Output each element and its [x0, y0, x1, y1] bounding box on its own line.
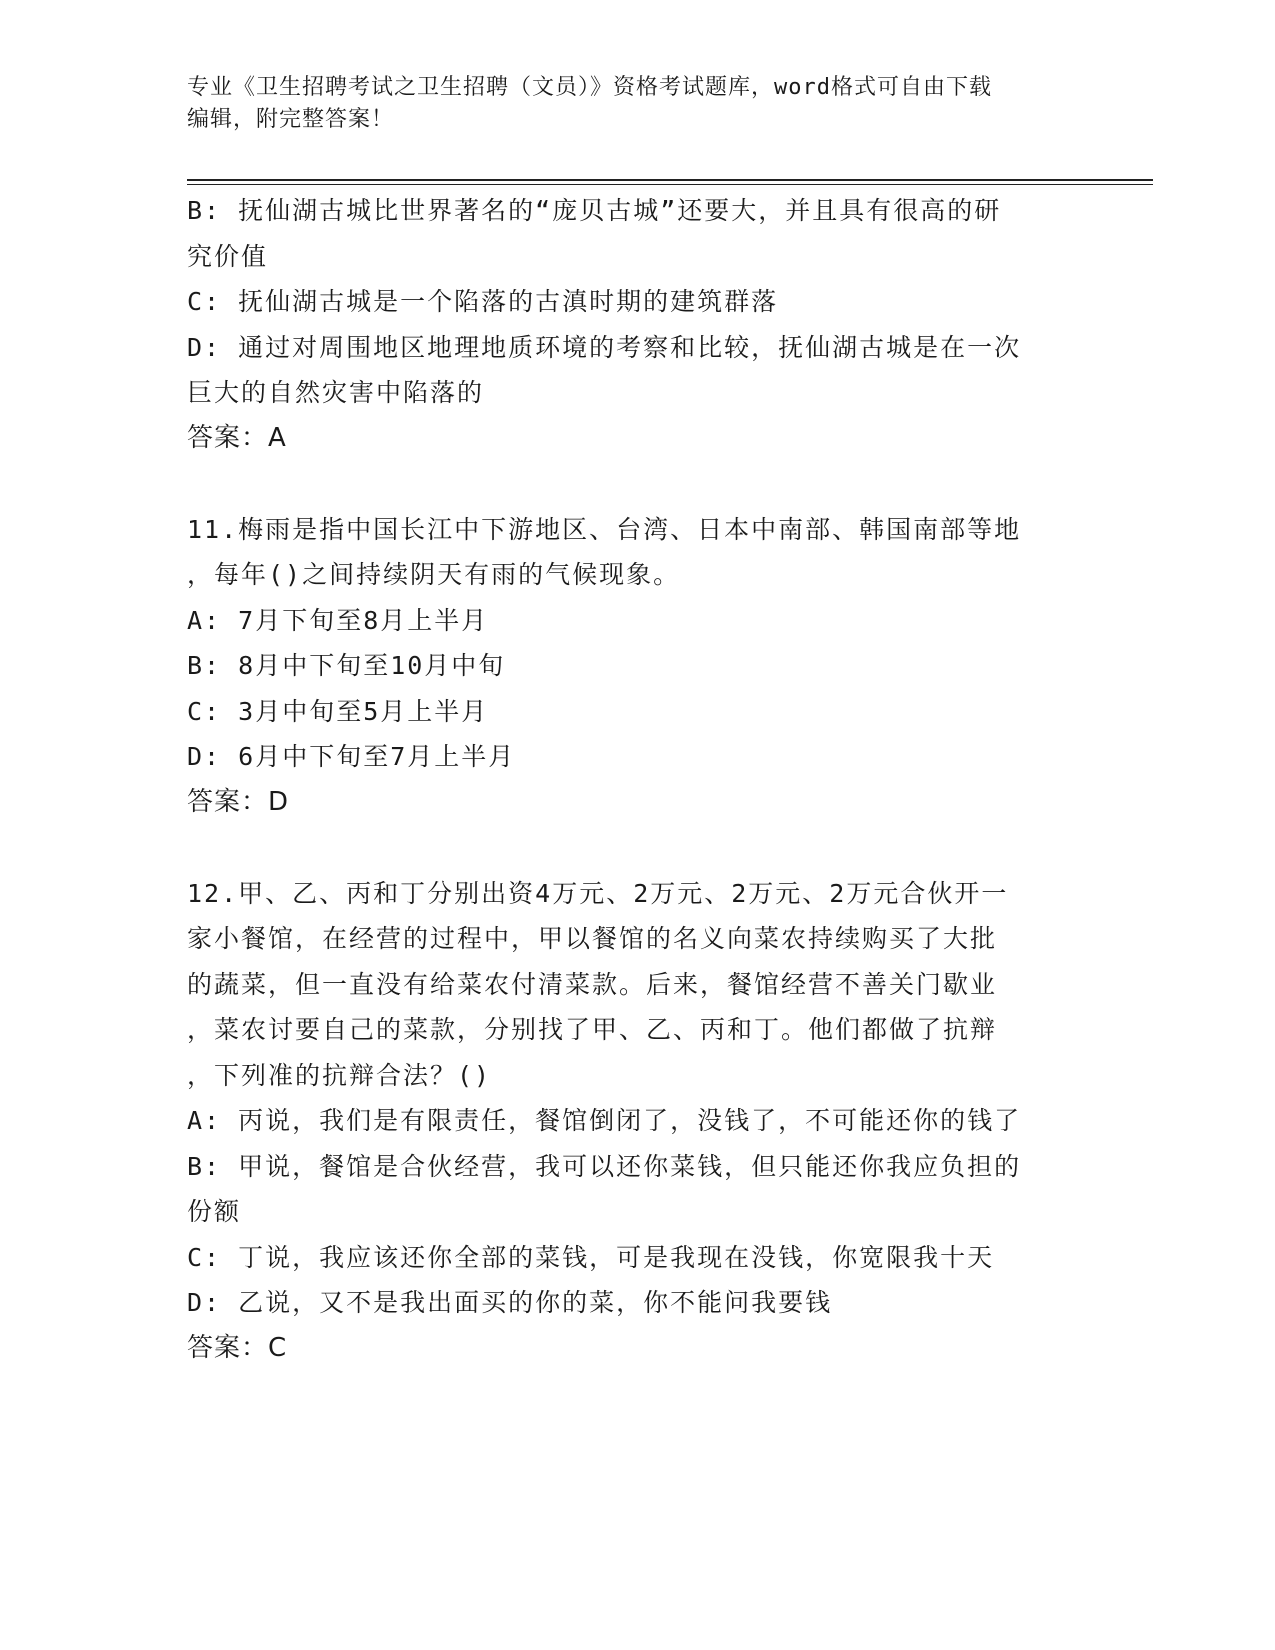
q12-stem-line-3: 的蔬菜，但一直没有给菜农付清菜款。后来，餐馆经营不善关门歇业: [187, 969, 998, 999]
q10-option-b-line-2: 究价值: [187, 241, 269, 271]
q12-option-b-line-2: 份额: [187, 1197, 242, 1226]
question-gap: [187, 461, 1087, 507]
q11-option-d: D: 6月中下旬至7月上半月: [187, 742, 516, 771]
q12-stem-line-1: 12.甲、乙、丙和丁分别出资4万元、2万元、2万元、2万元合伙开一: [187, 878, 1009, 908]
q12-option-c: C: 丁说，我应该还你全部的菜钱，可是我现在没钱，你宽限我十天: [187, 1242, 995, 1272]
q10-answer: 答案：A: [187, 422, 287, 453]
q10-option-d-line-1: D: 通过对周围地区地理地质环境的考察和比较，抚仙湖古城是在一次: [187, 332, 1022, 362]
q10-option-c: C: 抚仙湖古城是一个陷落的古滇时期的建筑群落: [187, 287, 779, 316]
q12-answer: 答案：C: [187, 1332, 288, 1363]
q11-option-c: C: 3月中旬至5月上半月: [187, 696, 489, 726]
q11-stem-line-1: 11.梅雨是指中国长江中下游地区、台湾、日本中南部、韩国南部等地: [187, 514, 1022, 544]
question-10: [187, 188, 1087, 461]
document-header: [187, 72, 1087, 136]
header-rule-thick: [187, 179, 1153, 181]
q12-stem-line-2: 家小餐馆，在经营的过程中，甲以餐馆的名义向菜农持续购买了大批: [187, 924, 998, 953]
question-gap: [187, 825, 1087, 871]
header-line-1: 专业《卫生招聘考试之卫生招聘（文员）》资格考试题库，word格式可自由下载: [187, 75, 992, 100]
q12-option-a: A: 丙说，我们是有限责任，餐馆倒闭了，没钱了，不可能还你的钱了: [187, 1106, 1022, 1135]
question-12: [187, 871, 1087, 1372]
q12-option-b-line-1: B: 甲说，餐馆是合伙经营，我可以还你菜钱，但只能还你我应负担的: [187, 1151, 1022, 1181]
q10-option-b-line-1: B: 抚仙湖古城比世界著名的“庞贝古城”还要大，并且具有很高的研: [187, 196, 1002, 225]
q11-option-a: A: 7月下旬至8月上半月: [187, 605, 489, 635]
question-11: [187, 507, 1087, 826]
header-rule-thin: [187, 184, 1153, 185]
q12-stem-line-4: ，菜农讨要自己的菜款，分别找了甲、乙、丙和丁。他们都做了抗辩: [187, 1015, 998, 1044]
q11-answer: 答案：D: [187, 786, 290, 817]
header-line-2: 编辑，附完整答案！: [187, 107, 395, 132]
question-content: [187, 188, 1087, 1371]
q12-option-d: D: 乙说，又不是我出面买的你的菜，你不能问我要钱: [187, 1288, 833, 1317]
q10-option-d-line-2: 巨大的自然灾害中陷落的: [187, 378, 485, 407]
q11-stem-line-2: ，每年()之间持续阴天有雨的气候现象。: [187, 560, 681, 589]
q12-stem-line-5: ，下列准的抗辩合法？(): [187, 1060, 492, 1090]
q11-option-b: B: 8月中下旬至10月中旬: [187, 651, 506, 680]
